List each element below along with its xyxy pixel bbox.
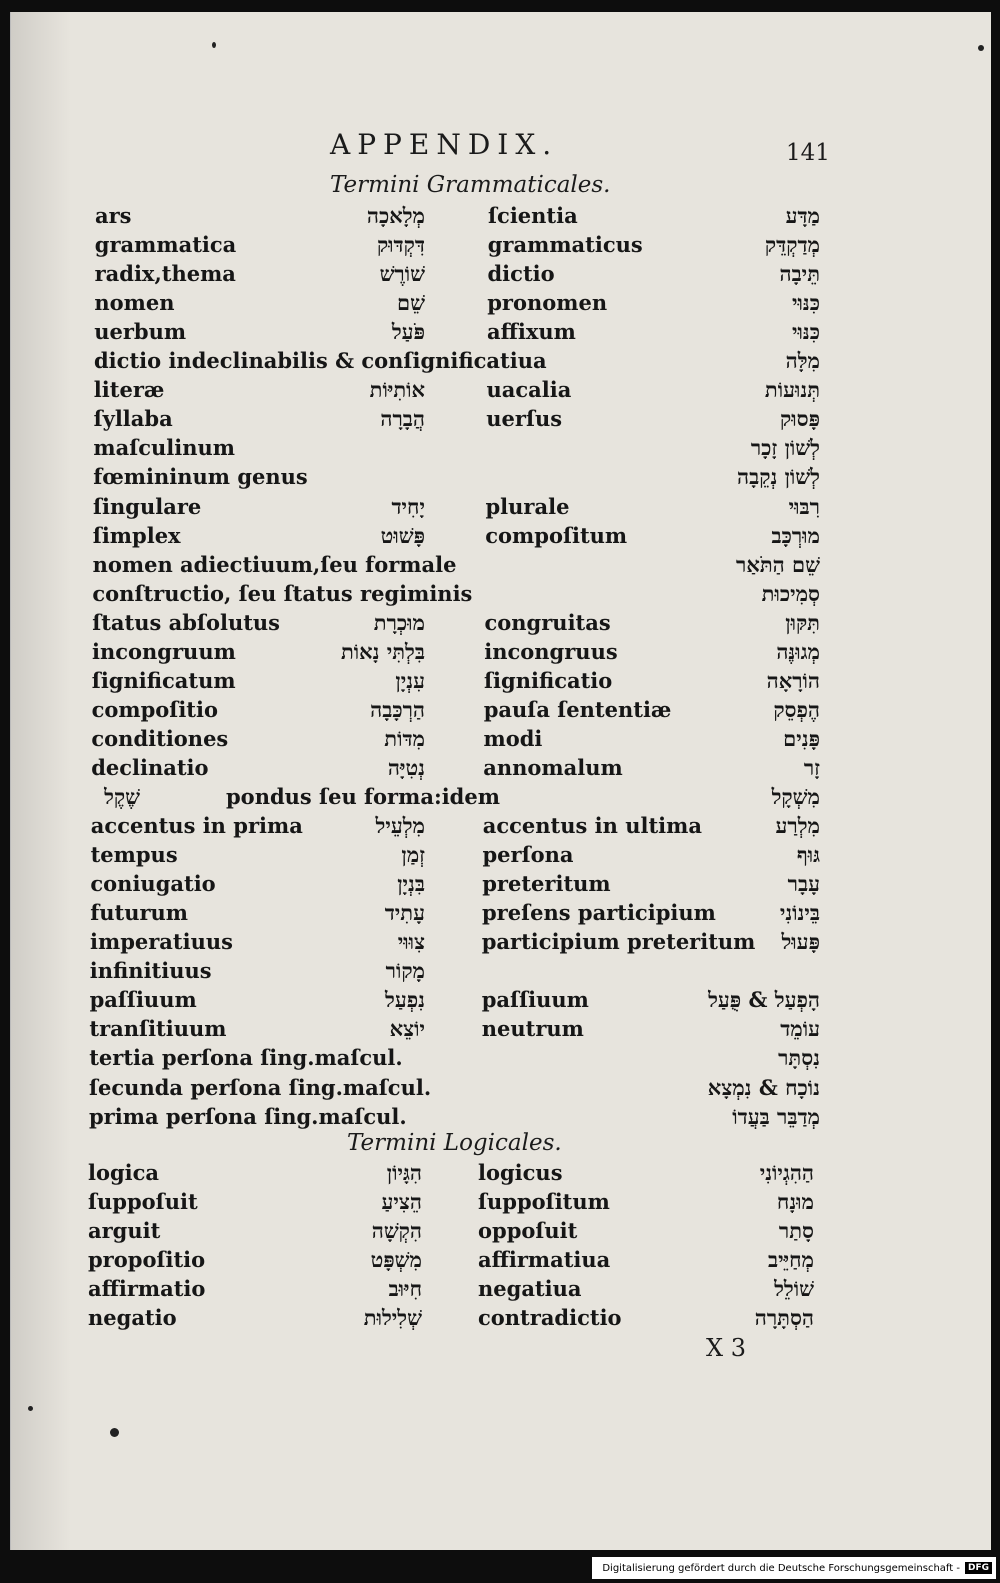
- latin-term: affirmatiua: [478, 1247, 611, 1272]
- hebrew-term: נוֹכָח & נִמְצָא: [707, 1074, 820, 1100]
- hebrew-term: תִּקּוּן: [785, 609, 820, 635]
- latin-term: incongruum: [92, 638, 236, 664]
- hebrew-term: מוּנָח: [776, 1189, 814, 1214]
- hebrew-term: מוּרְכָּב: [771, 522, 820, 548]
- hebrew-term: הֶפְסֵק: [773, 696, 820, 722]
- latin-term: pauſa ſententiæ: [483, 696, 672, 722]
- latin-term: nomen: [94, 290, 175, 316]
- hebrew-term: מָקוֹר: [385, 958, 425, 984]
- latin-term: infinitiuus: [89, 958, 212, 984]
- latin-term: grammaticus: [487, 232, 643, 258]
- hebrew-term: פָּסוּק: [780, 406, 820, 432]
- ink-speck: [110, 1428, 119, 1437]
- latin-term: nomen adiectiuum,ſeu formale: [92, 551, 457, 577]
- latin-term: literæ: [93, 377, 165, 403]
- hebrew-term: עִנְיָן: [395, 667, 425, 693]
- latin-term: maſculinum: [93, 435, 236, 461]
- latin-term: ars: [95, 203, 132, 228]
- latin-term: tempus: [90, 842, 178, 868]
- hebrew-term: זְמַן: [401, 842, 425, 868]
- hebrew-term: גּוּף: [796, 842, 820, 868]
- hebrew-term: צִוּוּי: [397, 929, 425, 955]
- hebrew-term: בֵּינוֹנִי: [779, 900, 820, 926]
- hebrew-term: מוּכְרָת: [373, 609, 425, 635]
- hebrew-term: נִסְתָּר: [778, 1045, 820, 1071]
- latin-term: coniugatio: [90, 871, 216, 897]
- latin-term: ſcientia: [488, 203, 578, 228]
- latin-term: modi: [483, 725, 543, 751]
- hebrew-term: מִדּוֹת: [384, 725, 425, 751]
- hebrew-term: הִגָּיוֹן: [386, 1160, 422, 1185]
- hebrew-term: דִּקְדּוּק: [376, 232, 425, 258]
- latin-term: ſingulare: [93, 493, 202, 519]
- latin-term: ſignificatio: [484, 667, 613, 693]
- latin-term: ſuppoſuit: [88, 1189, 198, 1214]
- latin-term: tranſitiuum: [89, 1016, 227, 1042]
- latin-term: preſens participium: [482, 900, 716, 926]
- hebrew-term: פָּנִים: [783, 725, 820, 751]
- hebrew-term: מִשְׁפָּט: [370, 1247, 422, 1272]
- latin-term: negatiua: [478, 1276, 582, 1301]
- signature-mark: X 3: [706, 1334, 746, 1362]
- latin-term: pondus ſeu forma:idem: [226, 784, 500, 809]
- hebrew-term: מְדַבֵּר בַּעֲדוֹ: [732, 1103, 820, 1129]
- latin-term: congruitas: [484, 609, 611, 635]
- latin-term: preteritum: [482, 871, 611, 897]
- hebrew-term: מִלְרַע: [775, 813, 820, 839]
- latin-term: radix,thema: [94, 261, 236, 287]
- latin-term: ſimplex: [92, 522, 181, 548]
- hebrew-term: הַהִגְיוֹנִי: [759, 1160, 814, 1185]
- page-title: APPENDIX.: [330, 128, 559, 161]
- hebrew-term: שׁוֹרֶשׁ: [379, 261, 425, 287]
- latin-term: compoſitum: [485, 522, 628, 548]
- latin-term: futurum: [90, 900, 189, 926]
- latin-term: accentus in ultima: [482, 813, 702, 839]
- hebrew-term: רִבּוּי: [788, 493, 820, 519]
- latin-term: conſtructio, ſeu ſtatus regiminis: [92, 580, 473, 606]
- footer-bar: [592, 1557, 996, 1579]
- latin-term: negatio: [88, 1305, 177, 1330]
- latin-term: uacalia: [486, 377, 572, 403]
- hebrew-term: עָתִיד: [384, 900, 425, 926]
- latin-term: participium preteritum: [481, 929, 756, 955]
- hebrew-term: הָפְעַל & פֻּעַל: [708, 987, 820, 1013]
- latin-term: logicus: [478, 1160, 563, 1185]
- hebrew-term: סְמִיכוּת: [761, 580, 820, 606]
- latin-term: imperatiuus: [90, 929, 233, 955]
- dfg-logo: DFG: [965, 1562, 992, 1574]
- hebrew-term: תְּנוּעוֹת: [764, 377, 820, 403]
- section-heading-logical: Termini Logicales.: [347, 1130, 562, 1156]
- section-heading-grammatical: Termini Grammaticales.: [330, 172, 611, 198]
- latin-term: annomalum: [483, 754, 623, 780]
- latin-term: neutrum: [481, 1016, 584, 1042]
- hebrew-term: מְדַקְדֵּק: [764, 232, 820, 258]
- hebrew-term: מְגוּנֶּה: [776, 638, 820, 664]
- hebrew-term: לְשׁוֹן זָכָר: [750, 435, 820, 461]
- hebrew-term: נְטִיָּה: [387, 754, 425, 780]
- latin-term: arguit: [88, 1218, 161, 1243]
- ink-speck: [978, 45, 984, 51]
- page-gutter-shadow: [11, 12, 71, 1550]
- hebrew-term: לְשׁוֹן נְקֵבָה: [737, 464, 820, 490]
- latin-term: oppoſuit: [478, 1218, 578, 1243]
- latin-term: propoſitio: [88, 1247, 206, 1272]
- latin-term: dictio: [487, 261, 555, 287]
- hebrew-term: הוֹרָאָה: [766, 667, 820, 693]
- latin-term: conditiones: [91, 725, 229, 751]
- latin-term: paſſiuum: [481, 987, 589, 1013]
- hebrew-term: שׁוֹלֵל: [774, 1276, 814, 1301]
- hebrew-term: שֵׁם: [397, 290, 425, 316]
- hebrew-term: הֲבָרָה: [380, 406, 425, 432]
- latin-term: uerſus: [486, 406, 563, 432]
- hebrew-term: הַסְתָּרָה: [754, 1305, 814, 1330]
- ink-speck: [28, 1406, 33, 1411]
- latin-term: dictio indeclinabilis & conſignificatiua: [94, 348, 547, 374]
- hebrew-term: נִפְעַל: [385, 987, 425, 1013]
- hebrew-term: הֵצִיעַ: [381, 1189, 422, 1214]
- hebrew-term: פָּשׁוּט: [380, 522, 425, 548]
- hebrew-term: עָבָר: [787, 871, 820, 897]
- latin-term: plurale: [485, 493, 570, 519]
- hebrew-term: שְׁלִילוּת: [363, 1305, 422, 1330]
- page-number: 141: [786, 140, 830, 166]
- hebrew-term: אוֹתִיּוֹת: [369, 377, 425, 403]
- hebrew-term: יוֹצֵא: [389, 1016, 425, 1042]
- latin-term: ſecunda perſona ſing.maſcul.: [89, 1074, 432, 1100]
- latin-term: fœmininum genus: [93, 464, 308, 490]
- latin-term: perſona: [482, 842, 574, 868]
- ink-speck: [212, 42, 216, 48]
- hebrew-term: מִשְׁקָל: [771, 784, 820, 809]
- hebrew-term: כִּנּוּי: [792, 290, 820, 316]
- latin-term: logica: [88, 1160, 160, 1185]
- latin-term: grammatica: [94, 232, 237, 258]
- footer-note: Digitalisierung gefördert durch die Deutsche Forschungsgemeinschaft -: [602, 1562, 960, 1574]
- latin-term: tertia perſona ſing.maſcul.: [89, 1045, 403, 1071]
- hebrew-term: שֵׁם הַתֹּאַר: [736, 551, 820, 577]
- hebrew-term: עוֹמֵד: [780, 1016, 820, 1042]
- hebrew-term: מְלָאכָה: [366, 203, 425, 228]
- latin-term: contradictio: [478, 1305, 622, 1330]
- hebrew-term: בִּלְתִּי נָאוֹת: [340, 638, 425, 664]
- hebrew-term: פָּעוּל: [781, 929, 820, 955]
- latin-term: affixum: [487, 319, 576, 345]
- hebrew-term: מִלָּה: [785, 348, 820, 374]
- latin-term: uerbum: [94, 319, 187, 345]
- hebrew-term: שֶׁקֶל: [104, 784, 140, 809]
- latin-term: pronomen: [487, 290, 608, 316]
- latin-term: ſignificatum: [91, 667, 236, 693]
- latin-term: paſſiuum: [89, 987, 197, 1013]
- latin-term: declinatio: [91, 754, 209, 780]
- hebrew-term: הִקְשָׁה: [371, 1218, 422, 1243]
- latin-term: accentus in prima: [90, 813, 303, 839]
- hebrew-term: מִלְעֵיל: [375, 813, 425, 839]
- hebrew-term: יָחִיד: [391, 493, 425, 519]
- latin-term: affirmatio: [88, 1276, 206, 1301]
- hebrew-term: זָר: [803, 754, 820, 780]
- hebrew-term: סָתַר: [778, 1218, 814, 1243]
- hebrew-term: פֹּעַל: [391, 319, 425, 345]
- latin-term: prima perſona ſing.maſcul.: [89, 1103, 407, 1129]
- hebrew-term: מְחַיֵּיב: [767, 1247, 814, 1272]
- hebrew-term: הַרְכָּבָה: [370, 696, 425, 722]
- hebrew-term: תֵּיבָה: [779, 261, 820, 287]
- hebrew-term: בִּנְיָן: [397, 871, 425, 897]
- latin-term: ſyllaba: [93, 406, 173, 432]
- hebrew-term: חִיּוּב: [388, 1276, 422, 1301]
- hebrew-term: מַדָּע: [785, 203, 820, 228]
- latin-term: ſtatus abſolutus: [92, 609, 280, 635]
- latin-term: incongruus: [484, 638, 618, 664]
- latin-term: compoſitio: [91, 696, 218, 722]
- latin-term: ſuppoſitum: [478, 1189, 610, 1214]
- hebrew-term: כִּנּוּי: [792, 319, 820, 345]
